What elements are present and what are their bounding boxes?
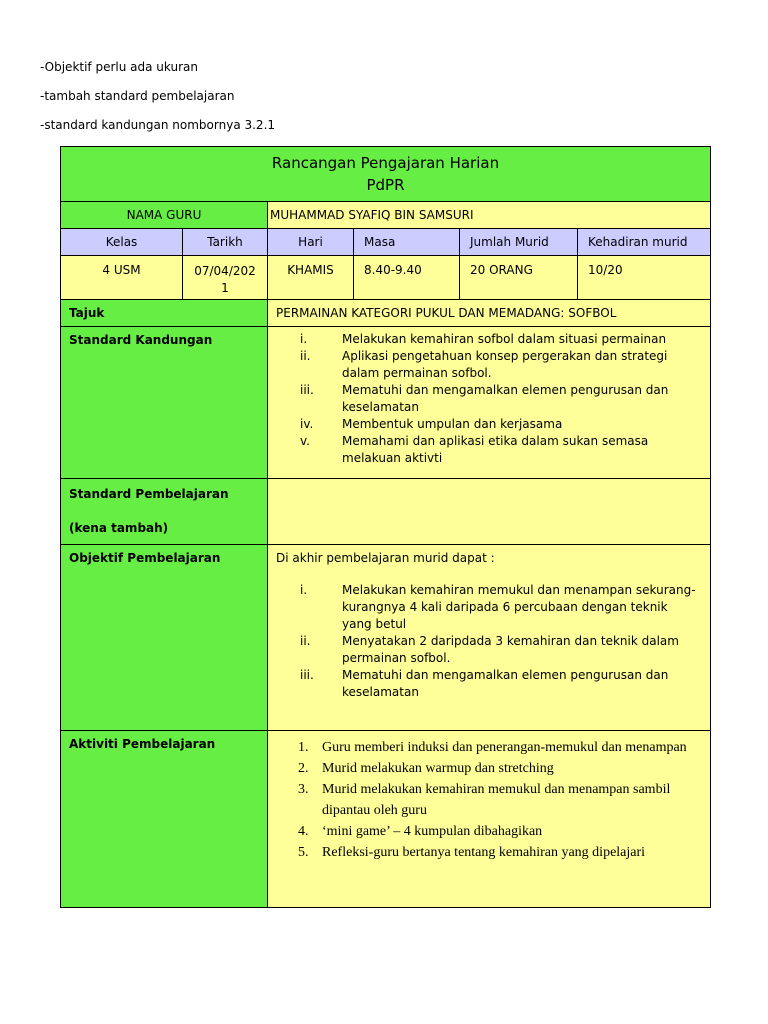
note-2: -tambah standard pembelajaran (40, 89, 235, 103)
objektif-list (268, 565, 710, 707)
list-item: 1. Guru memberi induksi dan penerangan-memukul dan menampan (298, 740, 687, 755)
value-kehadiran: 10/20 (578, 256, 711, 300)
list-item: 3. Murid melakukan kemahiran memukul dan menampan sambil dipantau oleh guru (298, 782, 671, 818)
list-item: 4. ‘mini game’ – 4 kumpulan dibahagikan (298, 824, 543, 839)
standard-kandungan-list (268, 327, 710, 473)
standard-pembelajaran-note: (kena tambah) (69, 521, 169, 535)
list-item: ii. Menyatakan 2 daripdada 3 kemahiran dan teknik dalam permainan sofbol. (300, 634, 679, 665)
standard-pembelajaran-cell (61, 479, 268, 545)
value-jumlah-murid: 20 ORANG (460, 256, 578, 300)
list-item: iii. Mematuhi dan mengamalkan elemen pengurusan dan keselamatan (300, 383, 669, 414)
list-item: 5. Refleksi-guru bertanya tentang kemahiran yang dipelajari (298, 845, 646, 860)
guru-value: MUHAMMAD SYAFIQ BIN SAMSURI (268, 202, 711, 229)
standard-pembelajaran-label: Standard Pembelajaran (69, 487, 229, 501)
value-tarikh: 07/04/2021 (183, 256, 268, 300)
page-subtitle: PdPR (366, 176, 405, 194)
standard-kandungan-label: Standard Kandungan (61, 327, 268, 479)
header-masa: Masa (354, 229, 460, 256)
title-cell (61, 147, 711, 202)
objektif-cell (268, 545, 711, 731)
value-masa: 8.40-9.40 (354, 256, 460, 300)
aktiviti-list (268, 731, 710, 871)
note-3: -standard kandungan nombornya 3.2.1 (40, 118, 276, 132)
standard-pembelajaran-value (268, 479, 711, 545)
lesson-plan-table (60, 146, 711, 908)
value-hari: KHAMIS (268, 256, 354, 300)
header-kelas: Kelas (61, 229, 183, 256)
aktiviti-cell (268, 731, 711, 908)
list-item: v. Memahami dan aplikasi etika dalam sukan semasa melakuan aktivti (300, 434, 649, 465)
list-item: 2. Murid melakukan warmup dan stretching (298, 761, 554, 776)
objektif-intro: Di akhir pembelajaran murid dapat : (276, 551, 495, 565)
header-hari: Hari (268, 229, 354, 256)
note-1: -Objektif perlu ada ukuran (40, 60, 198, 74)
tajuk-label: Tajuk (61, 300, 268, 327)
list-item: i. Melakukan kemahiran sofbol dalam situasi permainan (300, 332, 667, 346)
aktiviti-label: Aktiviti Pembelajaran (61, 731, 268, 908)
list-item: iv. Membentuk umpulan dan kerjasama (300, 417, 563, 431)
tajuk-value: PERMAINAN KATEGORI PUKUL DAN MEMADANG: SOFBOL (268, 300, 711, 327)
guru-label: NAMA GURU (61, 202, 268, 229)
header-kehadiran: Kehadiran murid (578, 229, 711, 256)
list-item: ii. Aplikasi pengetahuan konsep pergerakan dan strategi dalam permainan sofbol. (300, 349, 668, 380)
header-jumlah-murid: Jumlah Murid (460, 229, 578, 256)
list-item: iii. Mematuhi dan mengamalkan elemen pengurusan dan keselamatan (300, 668, 669, 699)
value-kelas: 4 USM (61, 256, 183, 300)
list-item: i. Melakukan kemahiran memukul dan menampan sekurang-kurangnya 4 kali daripada 6 percubaan dengan teknik yang betul (300, 583, 696, 631)
page-title: Rancangan Pengajaran Harian (271, 154, 500, 172)
standard-kandungan-cell (268, 327, 711, 479)
objektif-label: Objektif Pembelajaran (61, 545, 268, 731)
header-tarikh: Tarikh (183, 229, 268, 256)
